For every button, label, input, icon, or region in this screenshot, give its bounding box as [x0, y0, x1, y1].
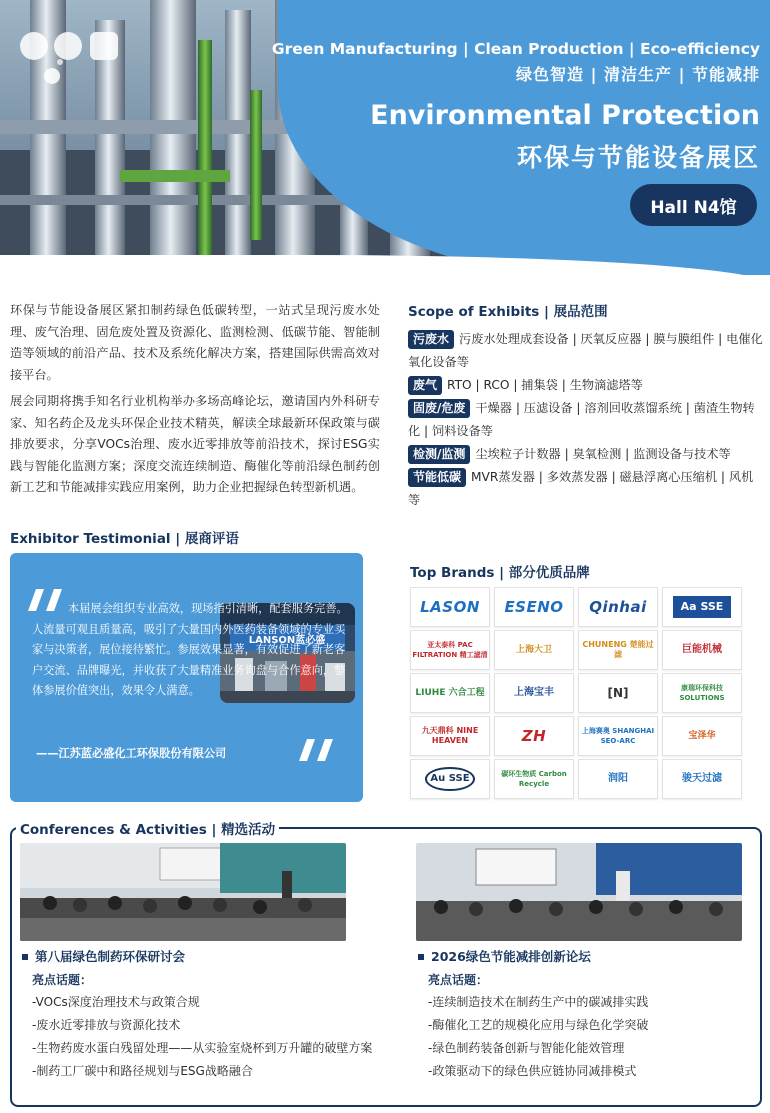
brand-name: LASON — [420, 598, 480, 616]
brand-name: CHUNENG 楚能过滤 — [582, 640, 654, 659]
brand-name: 上海宝丰 — [514, 687, 554, 698]
scope-tag: 节能低碳 — [408, 468, 466, 487]
scope-item — [408, 443, 763, 466]
conference-photo-left — [20, 843, 346, 941]
highlight-label: 亮点话题： — [32, 973, 93, 987]
topic-item: -政策驱动下的绿色供应链协同减排模式 — [428, 1064, 637, 1078]
brand-name: [N] — [607, 686, 629, 700]
brand-name: 骏天过滤 — [682, 773, 722, 784]
brand-name: 碳环生物质 Carbon Recycle — [501, 770, 567, 788]
testimonial-text — [32, 599, 352, 702]
brand-logo — [494, 587, 574, 627]
brand-logo — [410, 587, 490, 627]
topic-item: -酶催化工艺的规模化应用与绿色化学突破 — [428, 1018, 649, 1032]
brand-logo — [578, 759, 658, 799]
brand-logo — [662, 716, 742, 756]
scope-text: MVR蒸发器 | 多效蒸发器 | 磁悬浮离心压缩机 | 风机等 — [408, 470, 754, 507]
topic-item: -废水近零排放与资源化技术 — [32, 1018, 181, 1032]
brand-logo — [662, 673, 742, 713]
brand-grid — [410, 587, 744, 799]
scope-text: 干燥器 | 压滤设备 | 溶剂回收蒸馏系统 | 菌渣生物转化 | 饲料设备等 — [408, 401, 755, 438]
bullet-square-icon — [22, 954, 28, 960]
brand-logo — [578, 716, 658, 756]
scope-item — [408, 397, 763, 443]
testimonial-title: Exhibitor Testimonial | 展商评语 — [10, 531, 239, 547]
brand-name: 上海赛奥 SHANGHAI SEO-ARC — [581, 727, 655, 745]
brand-logo — [494, 759, 574, 799]
brand-name: 上海大卫 — [515, 645, 552, 655]
hero-title-en: Environmental Protection — [370, 100, 760, 131]
scope-tag: 废气 — [408, 376, 442, 395]
conference-name-text: 第八届绿色制药环保研讨会 — [35, 949, 186, 964]
brand-name: LIUHE 六合工程 — [415, 688, 485, 698]
hero-tagline-cn: 绿色智造 | 清洁生产 | 节能减排 — [516, 65, 760, 84]
brand-logo — [410, 716, 490, 756]
brand-name: 亚太泰科 PAC FILTRATION 精工滤清 — [412, 641, 488, 659]
brand-logo — [494, 673, 574, 713]
scope-of-exhibits — [408, 300, 763, 512]
brand-name: 宝泽华 — [688, 731, 716, 741]
scope-item — [408, 328, 763, 374]
brand-name: Qinhai — [589, 598, 647, 616]
fair-logo-icon — [12, 18, 132, 88]
scope-text: 污废水处理成套设备 | 厌氧反应器 | 膜与膜组件 | 电催化氧化设备等 — [408, 332, 763, 369]
conference-right — [418, 948, 748, 1083]
brand-logo — [494, 630, 574, 670]
brand-name: Aa SSE — [673, 596, 732, 618]
brands-title: Top Brands | 部分优质品牌 — [410, 565, 590, 581]
booth-sign: LANSON蓝必盛 — [248, 635, 326, 646]
scope-item — [408, 466, 763, 512]
brand-logo — [410, 673, 490, 713]
brand-logo — [410, 630, 490, 670]
conferences-title: Conferences & Activities | 精选活动 — [16, 818, 279, 838]
scope-tag: 污废水 — [408, 330, 454, 349]
topic-item: -绿色制药装备创新与智能化能效管理 — [428, 1041, 625, 1055]
testimonial-author: ——江苏蓝必盛化工环保股份有限公司 — [36, 747, 227, 760]
testimonial-quote: 本届展会组织专业高效，现场指引清晰，配套服务完善。人流量可观且质量高，吸引了大量国内外医药装备领域的专业买家与决策者，展位接待繁忙。参展效果显著，有效促进了新老客户交流、品牌曝光，并收获了大量精准业务询盘与合作意向，整体参展价值突出，效果令人满意。 — [32, 602, 348, 697]
brand-logo — [662, 759, 742, 799]
intro-text — [10, 300, 380, 504]
scope-title: Scope of Exhibits | 展品范围 — [408, 304, 608, 320]
topic-item: -制药工厂碳中和路径规划与ESG战略融合 — [32, 1064, 253, 1078]
topic-item: -连续制造技术在制药生产中的碳减排实践 — [428, 995, 649, 1009]
scope-text: RTO | RCO | 捕集袋 | 生物滴滤塔等 — [447, 378, 643, 392]
topic-item: -VOCs深度治理技术与政策合规 — [32, 995, 200, 1009]
brand-name: 润阳 — [608, 773, 628, 784]
conference-name-text: 2026绿色节能减排创新论坛 — [431, 949, 591, 964]
highlight-label: 亮点话题： — [428, 973, 489, 987]
scope-tag: 固废/危废 — [408, 399, 470, 418]
brand-logo — [578, 630, 658, 670]
brand-logo — [578, 673, 658, 713]
brand-name: 九天鼎科 NINE HEAVEN — [421, 726, 479, 745]
scope-item — [408, 374, 763, 397]
brand-name: ESENO — [504, 598, 564, 616]
brand-name: 康瑞环保科技 SOLUTIONS — [679, 684, 725, 702]
conference-left — [22, 948, 373, 1083]
testimonial-card — [10, 553, 363, 802]
hero-banner — [0, 0, 770, 275]
scope-text: 尘埃粒子计数器 | 臭氧检测 | 监测设备与技术等 — [475, 447, 731, 461]
brand-logo — [578, 587, 658, 627]
brand-name: Au SSE — [425, 767, 474, 791]
hero-title-cn: 环保与节能设备展区 — [516, 143, 760, 172]
brand-name: ZH — [521, 727, 547, 745]
intro-paragraph-2: 展会同期将携手知名行业机构举办多场高峰论坛，邀请国内外科研专家、知名药企及龙头环保企业技术精英，解读全球最新环保政策与碳排放要求，分享VOCs治理、废水近零排放等前沿技术，探讨ESG实践与智能化监测方案；深度交流连续制造、酶催化等前沿绿色制药创新工艺和节能减排实践应用案例，助力企业把握绿色转型新机遇。 — [10, 394, 380, 494]
bullet-square-icon — [418, 954, 424, 960]
hero-tagline-en: Green Manufacturing | Clean Production | Eco-efficiency — [271, 40, 760, 58]
brand-logo — [410, 759, 490, 799]
brand-logo — [662, 587, 742, 627]
intro-paragraph-1: 环保与节能设备展区紧扣制药绿色低碳转型，一站式呈现污废水处理、废气治理、固危废处置及资源化、监测检测、低碳节能、智能制造等领域的前沿产品、技术及系统化解决方案，搭建国际供需高效对接平台。 — [10, 303, 380, 382]
hall-badge: Hall N4馆 — [630, 184, 757, 226]
conference-name — [22, 948, 352, 966]
close-quote-icon — [297, 739, 333, 761]
brand-logo — [662, 630, 742, 670]
brand-logo — [494, 716, 574, 756]
brand-name: 巨能机械 — [682, 644, 722, 655]
conference-name — [418, 948, 748, 966]
scope-tag: 检测/监测 — [408, 445, 470, 464]
conference-photo-right — [416, 843, 742, 941]
topic-item: -生物药废水蛋白残留处理——从实验室烧杯到万升罐的破壁方案 — [32, 1041, 373, 1055]
